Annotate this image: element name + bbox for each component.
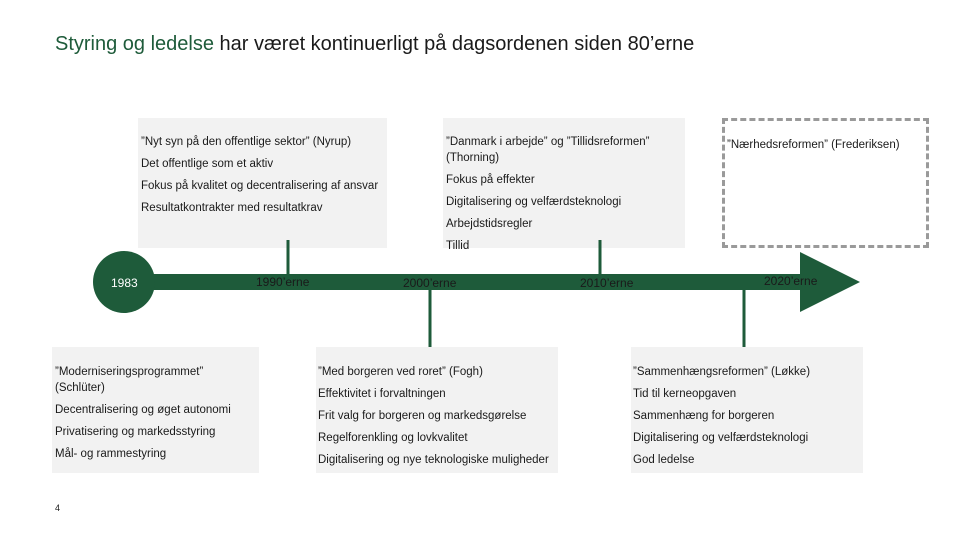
year-label-1983: 1983 [111, 276, 138, 290]
era-item: Privatisering og markedsstyring [55, 426, 216, 438]
page-title-accent: Styring og ledelse [55, 33, 214, 55]
era-heading-schluter-2: (Schlüter) [55, 382, 105, 394]
era-item: Fokus på effekter [446, 174, 535, 186]
era-heading-frederiksen: ”Nærhedsreformen” (Frederiksen) [727, 139, 900, 151]
era-heading-fogh: ”Med borgeren ved roret” (Fogh) [318, 366, 483, 378]
era-heading-schluter: ”Moderniseringsprogrammet” [55, 366, 204, 378]
era-heading-thorning-2: (Thorning) [446, 152, 500, 164]
era-heading-lokke: ”Sammenhængsreformen” (Løkke) [633, 366, 811, 378]
era-item: Decentralisering og øget autonomi [55, 404, 231, 416]
era-item: Digitalisering og nye teknologiske muligheder [318, 454, 549, 466]
era-item: Digitalisering og velfærdsteknologi [633, 432, 809, 444]
era-item: Tillid [446, 240, 470, 252]
era-item: Resultatkontrakter med resultatkrav [141, 202, 323, 214]
era-item: Digitalisering og velfærdsteknologi [446, 196, 622, 208]
page-title-rest: har været kontinuerligt på dagsordenen siden 80’erne [213, 33, 695, 55]
year-label-2020s: 2020’erne [764, 274, 818, 288]
era-heading-thorning: ”Danmark i arbejde” og ”Tillidsreformen” [446, 136, 650, 148]
era-item: Det offentlige som et aktiv [141, 158, 274, 170]
era-heading-nyrup: ”Nyt syn på den offentlige sektor” (Nyrup) [141, 136, 352, 148]
era-item: Arbejdstidsregler [446, 218, 533, 230]
era-item: Frit valg for borgeren og markedsgørelse [318, 410, 527, 422]
era-item: Regelforenkling og lovkvalitet [318, 432, 468, 444]
page-number: 4 [55, 503, 61, 513]
year-label-2010s: 2010’erne [580, 276, 634, 290]
era-item: Sammenhæng for borgeren [633, 410, 775, 422]
era-item: Effektivitet i forvaltningen [318, 388, 446, 400]
era-item: Mål- og rammestyring [55, 448, 167, 460]
era-item: God ledelse [633, 454, 695, 466]
year-label-1990s: 1990’erne [256, 275, 310, 289]
era-item: Tid til kerneopgaven [633, 388, 737, 400]
era-item: Fokus på kvalitet og decentralisering af ansvar [141, 180, 379, 192]
year-label-2000s: 2000’erne [403, 276, 457, 290]
timeline-arrow-shaft [150, 274, 800, 290]
